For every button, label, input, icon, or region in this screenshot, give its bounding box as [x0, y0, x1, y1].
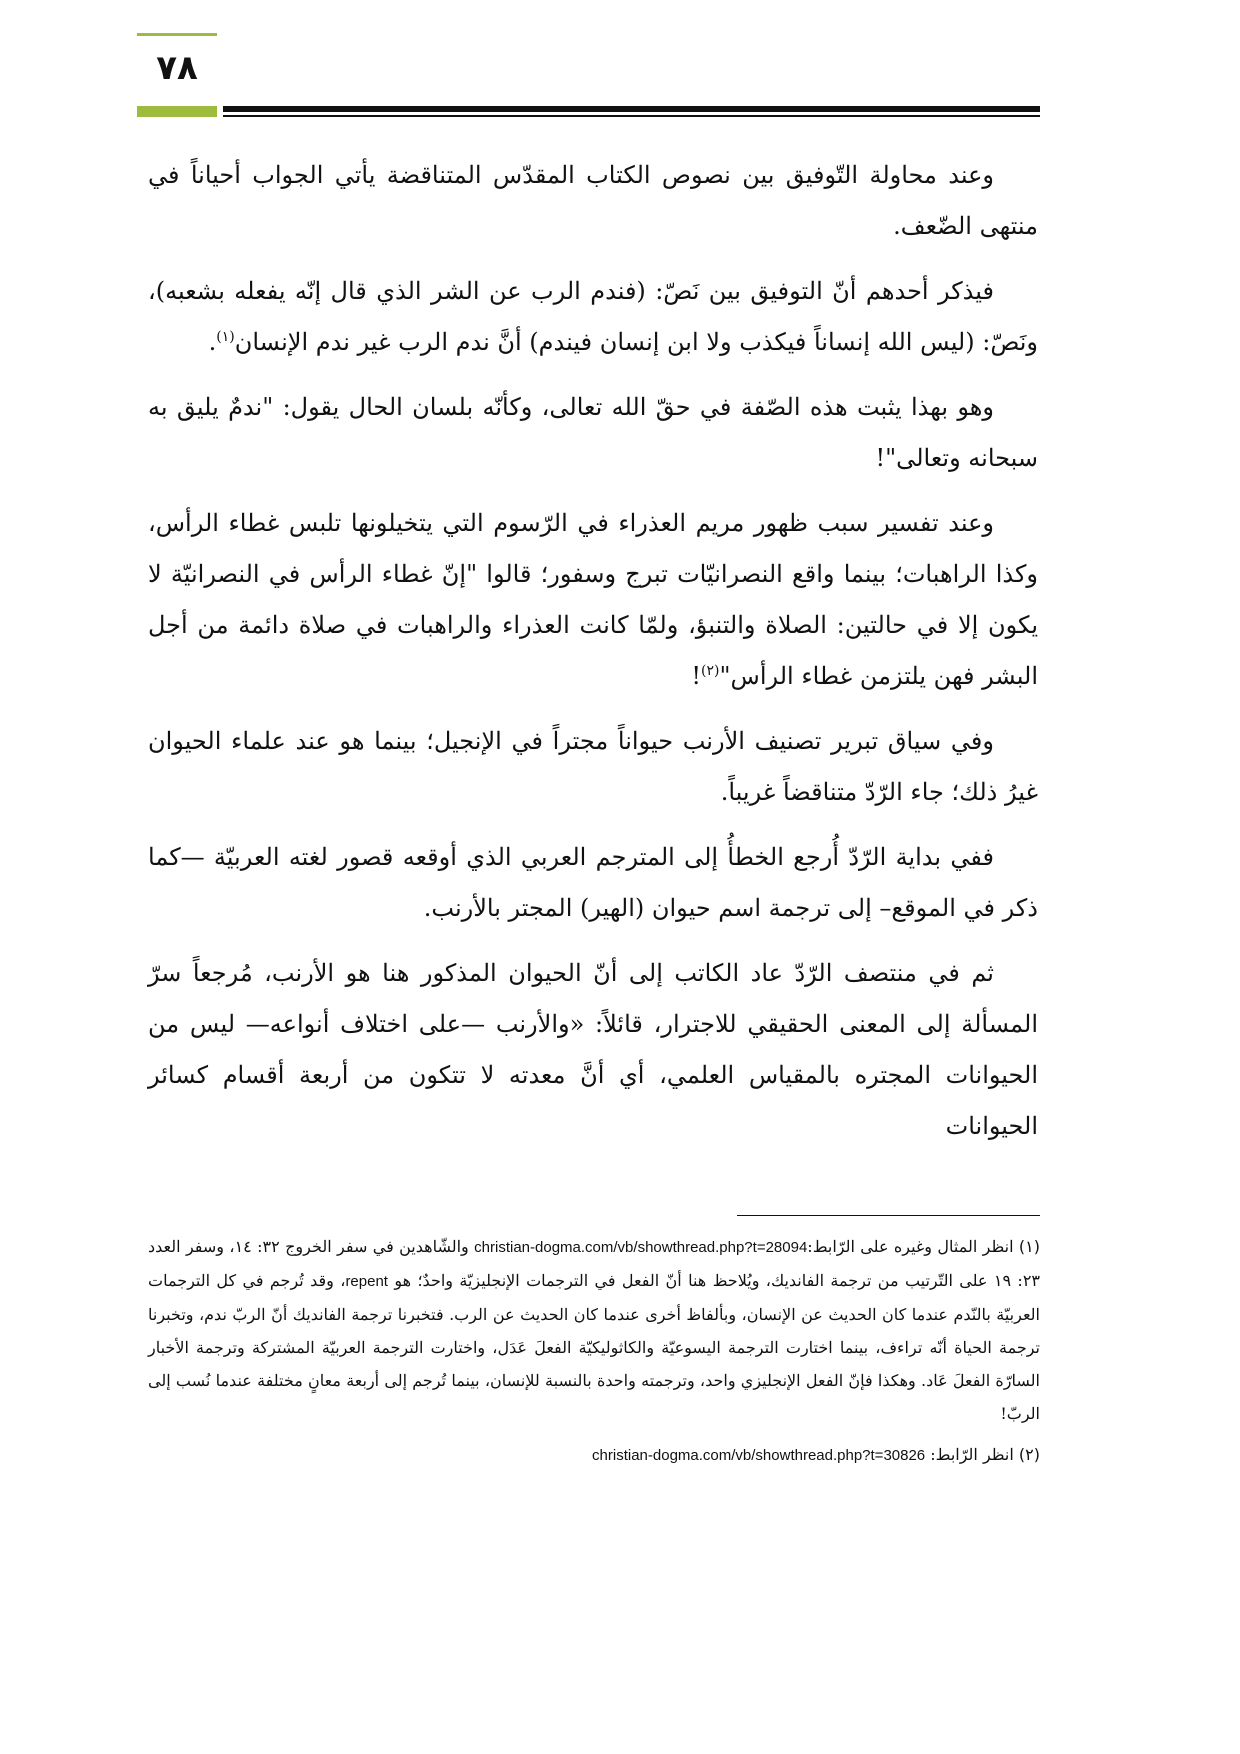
page-number: ٧٨: [156, 48, 198, 88]
paragraph-text: وعند تفسير سبب ظهور مريم العذراء في الرّسوم التي يتخيلونها تلبس غطاء الرأس، وكذا الراهبات؛ بينما واقع النصرانيّات تبرج وسفور؛ قالوا "إنّ غطاء الرأس في النصرانيّة لا يكون إلا في حالتين: الصلاة والتنبؤ، ولمّا كانت العذراء والراهبات في صلاة دائمة من أجل البشر فهن يلتزمن غطاء الرأس": [148, 509, 1038, 690]
header-black-bar: [223, 106, 1040, 112]
paragraph: [148, 150, 1038, 252]
footnote-text: والشّاهدين في سفر الخروج ٣٢: ١٤، وسفر العدد ٢٣: ١٩ على التّرتيب من ترجمة الفانديك، ويُلاحظ هنا أنّ الفعل في الترجمات الإنجليزيّة واحدٌ؛ هو: [148, 1237, 1041, 1290]
footnote-1: [148, 1230, 1040, 1430]
paragraph-end: .: [208, 328, 217, 356]
footnote-number: (١): [1018, 1237, 1041, 1256]
main-text: [148, 150, 1038, 1166]
paragraph: [148, 832, 1038, 934]
footnote-text: انظر الرّابط:: [930, 1445, 1014, 1464]
paragraph-text: وفي سياق تبرير تصنيف الأرنب حيواناً مجتراً في الإنجيل؛ بينما هو عند علماء الحيوان غيرُ ذلك؛ جاء الرّدّ متناقضاً غريباً.: [148, 727, 1038, 806]
footnote-link[interactable]: christian-dogma.com/vb/showthread.php?t=30826: [592, 1447, 926, 1464]
footnote-english-word: repent: [345, 1273, 388, 1290]
header-thin-bar: [223, 115, 1040, 117]
footnote-ref[interactable]: (١): [216, 329, 235, 345]
footnote-2: [148, 1438, 1040, 1472]
paragraph: [148, 716, 1038, 818]
paragraph-text: وهو بهذا يثبت هذه الصّفة في حقّ الله تعالى، وكأنّه بلسان الحال يقول: "ندمٌ يليق به سبحانه وتعالى"!: [148, 393, 1038, 472]
footnote-ref[interactable]: (٢): [701, 663, 720, 679]
footnote-link[interactable]: christian-dogma.com/vb/showthread.php?t=28094: [474, 1239, 808, 1256]
footnote-number: (٢): [1018, 1445, 1040, 1464]
header-green-block: [137, 106, 217, 117]
paragraph-end: !: [691, 662, 702, 690]
footnotes: [148, 1230, 1040, 1480]
paragraph-text: فيذكر أحدهم أنّ التوفيق بين نَصّ: (فندم الرب عن الشر الذي قال إنّه يفعله بشعبه)، ونَصّ: (ليس الله إنساناً فيكذب ولا ابن إنسان فيندم) أنَّ ندم الرب غير ندم الإنسان: [148, 277, 1038, 356]
paragraph: [148, 948, 1038, 1152]
paragraph: [148, 382, 1038, 484]
paragraph: [148, 266, 1038, 368]
paragraph-text: ثم في منتصف الرّدّ عاد الكاتب إلى أنّ الحيوان المذكور هنا هو الأرنب، مُرجعاً سرّ المسألة إلى المعنى الحقيقي للاجترار، قائلاً: «والأرنب —على اختلاف أنواعه— ليس من الحيوانات المجتره بالمقياس العلمي، أي أنَّ معدته لا تتكون من أربعة أقسام كسائر الحيوانات: [148, 959, 1038, 1140]
paragraph-text: وعند محاولة التّوفيق بين نصوص الكتاب المقدّس المتناقضة يأتي الجواب أحياناً في منتهى الضّعف.: [148, 161, 1038, 240]
header-top-green-line: [137, 33, 217, 36]
footnote-text: ، وقد تُرجم في كل الترجمات العربيّة بالنّدم عندما كان الحديث عن الإنسان، وبألفاظ أخرى عندما كان الحديث عن الرب. فتخبرنا ترجمة الفانديك أنّ الربّ ندم، وتخبرنا ترجمة الحياة أنّه تراءف، بينما اختارت الترجمة اليسوعيّة والكاثوليكيّة الفعلَ عَدَل، واختارت الترجمة العربيّة المشتركة وترجمة الأخبار السارّة الفعلَ عَاد. وهكذا فإنّ الفعل الإنجليزي واحد، وترجمته واحدة بالنسبة للإنسان، بينما تُرجم إلى أربعة معانٍ مختلفة عندما نُسب إلى الربّ!: [148, 1271, 1040, 1423]
paragraph: [148, 498, 1038, 702]
footnote-text: انظر المثال وغيره على الرّابط:: [807, 1237, 1014, 1256]
footnote-divider: [737, 1215, 1040, 1216]
paragraph-text: ففي بداية الرّدّ أُرجع الخطأُ إلى المترجم العربي الذي أوقعه قصور لغته العربيّة —كما ذكر في الموقع– إلى ترجمة اسم حيوان (الهير) المجتر بالأرنب.: [148, 843, 1038, 922]
